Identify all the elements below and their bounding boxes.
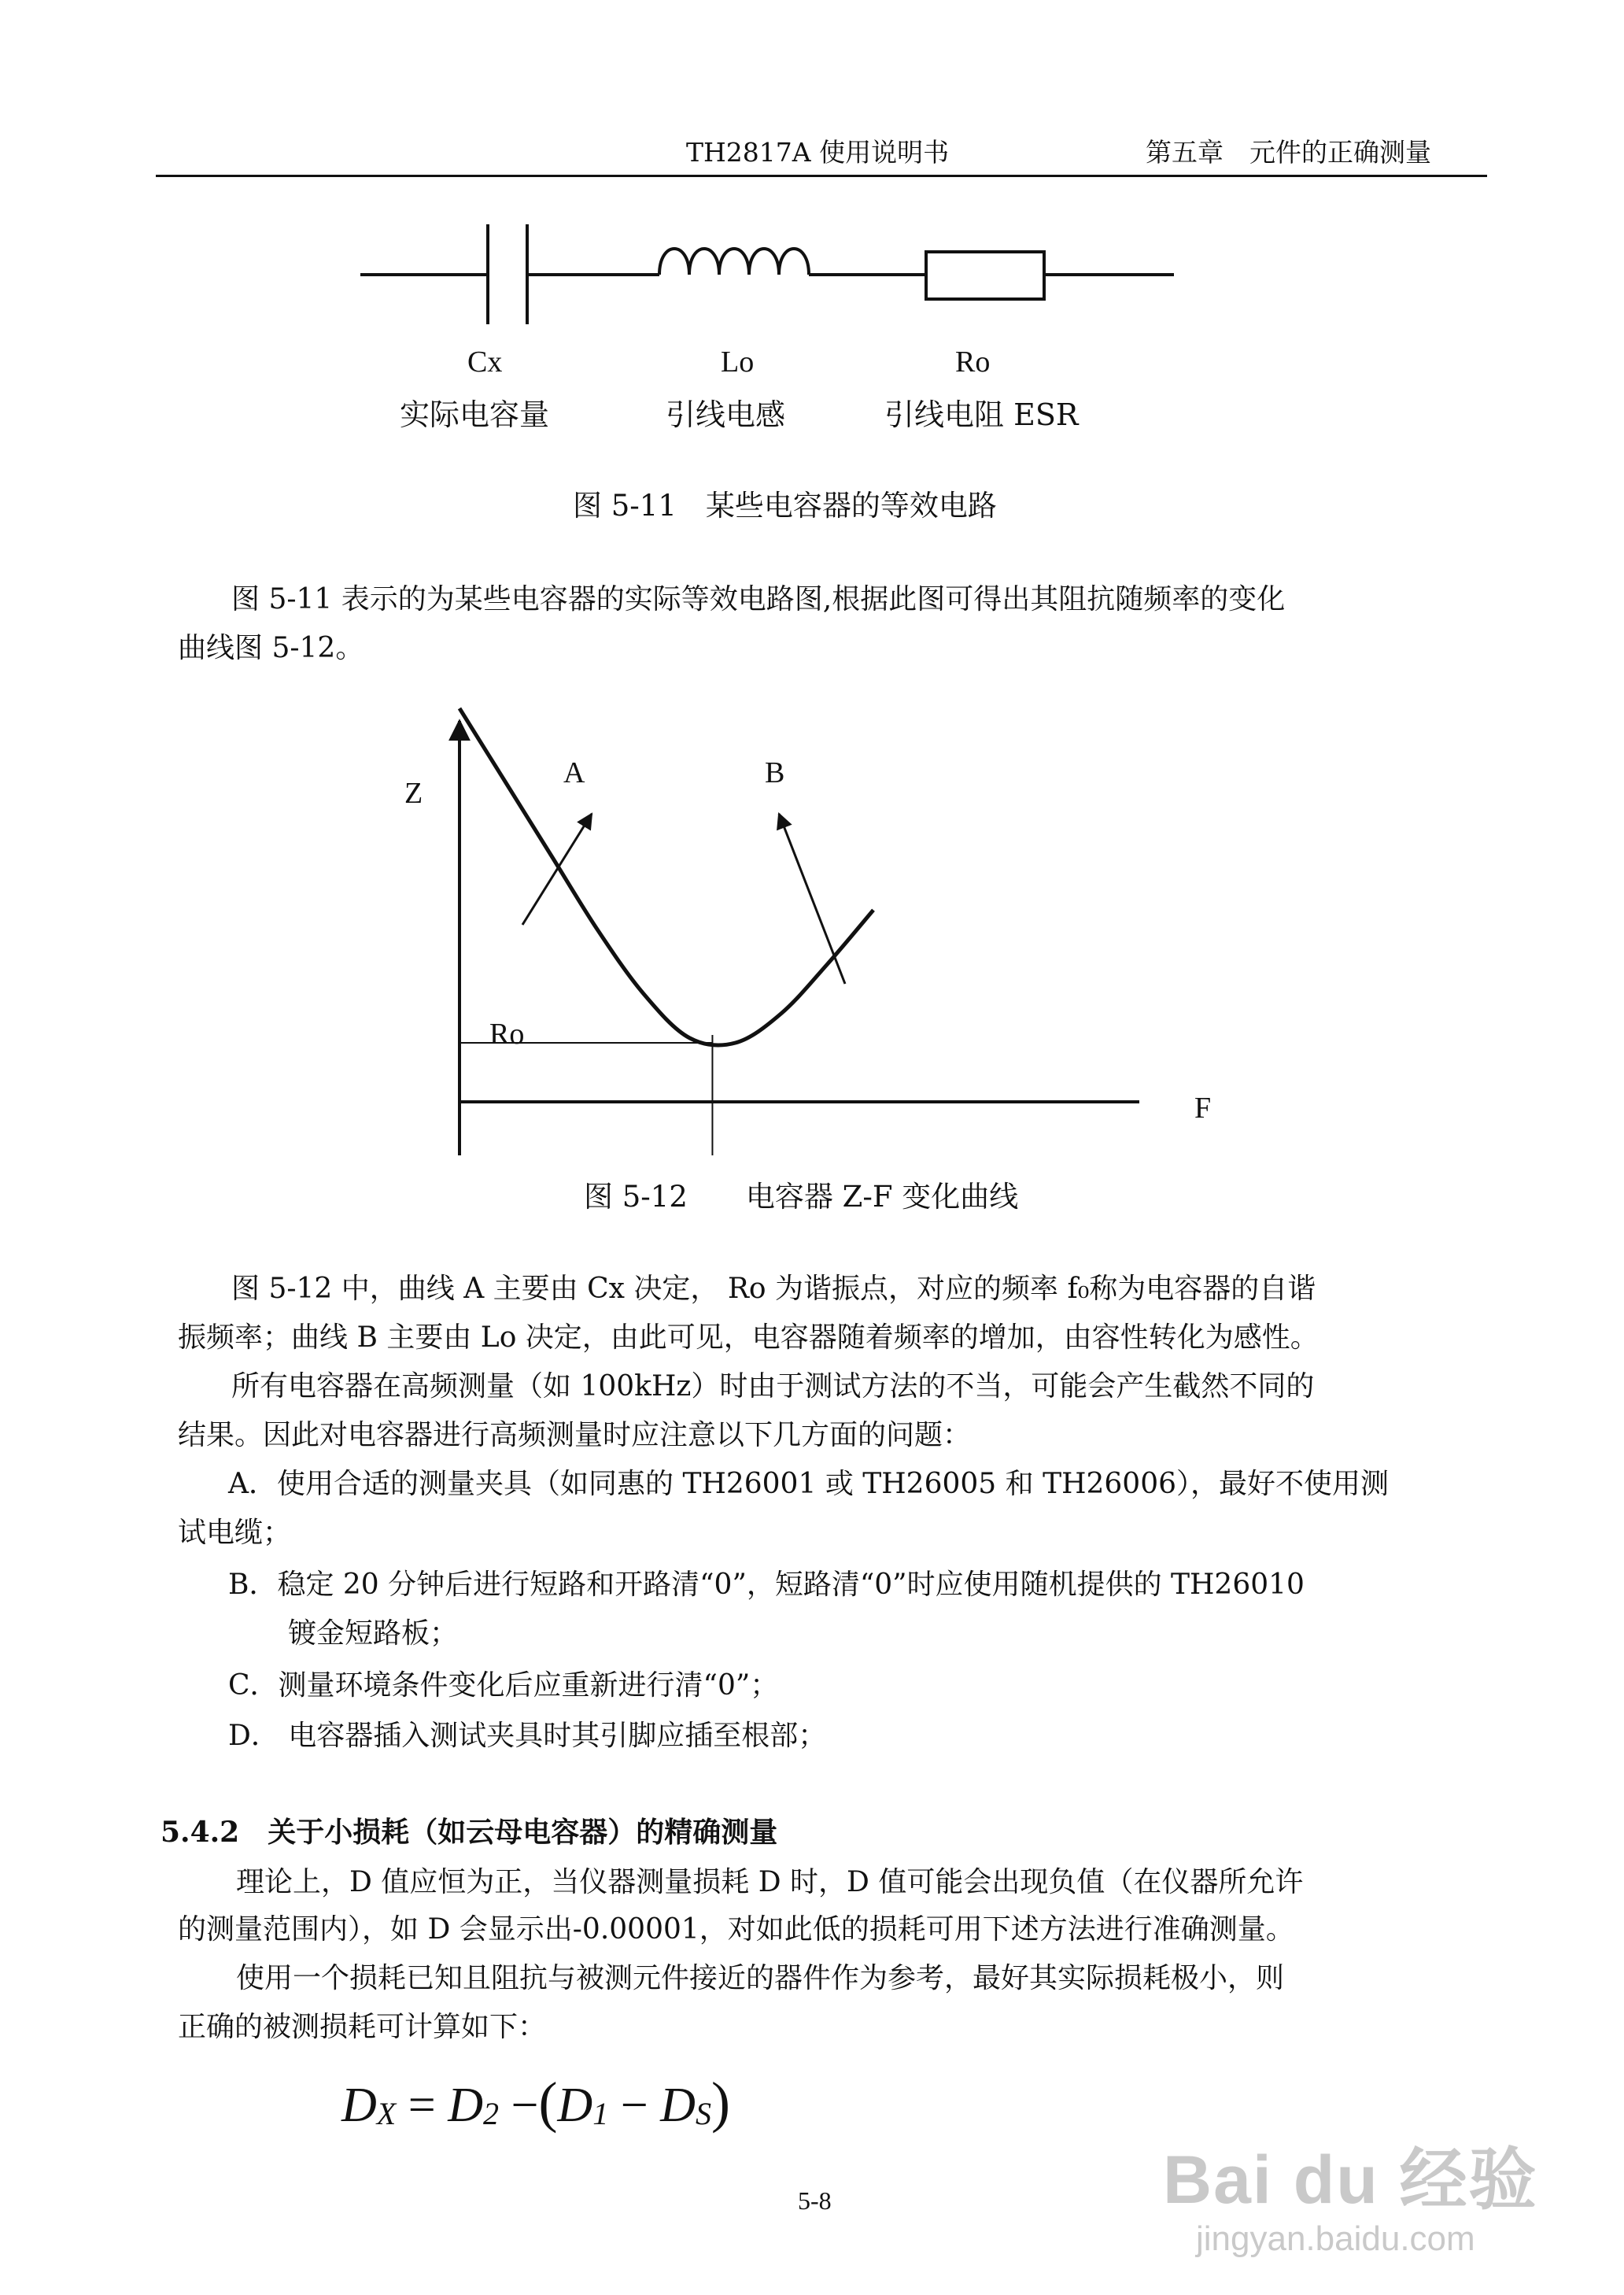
para2-line4: 结果。因此对电容器进行高频测量时应注意以下几方面的问题： (178, 1419, 972, 1451)
list-item-d: D． 电容器插入测试夹具时其引脚应插至根部； (228, 1720, 827, 1752)
formula-d1: D (557, 2079, 593, 2132)
label-cx: Cx (467, 346, 503, 379)
header-chapter-title: 第五章 元件的正确测量 (1146, 137, 1431, 168)
list-item-b-cont: 镀金短路板； (288, 1617, 459, 1650)
x-axis-label: F (1194, 1092, 1212, 1125)
y-axis-label: Z (404, 777, 423, 810)
formula-d1-sub: 1 (592, 2096, 609, 2131)
section-para-line3: 使用一个损耗已知且阻抗与被测元件接近的器件作为参考，最好其实际损耗极小，则 (236, 1962, 1285, 1994)
formula-d2-sub: 2 (482, 2096, 499, 2131)
formula-close-paren: ) (710, 2071, 730, 2134)
desc-lead-inductance: 引线电感 (666, 397, 786, 432)
formula-dx: D (341, 2079, 377, 2132)
formula-ds-sub: S (695, 2096, 711, 2131)
section-title: 5.4.2 关于小损耗（如云母电容器）的精确测量 (161, 1816, 778, 1849)
list-item-c: C．测量环境条件变化后应重新进行清“0”； (228, 1669, 779, 1702)
formula-equals: = (408, 2079, 436, 2132)
para2-line2: 振频率；曲线 B 主要由 Lo 决定，由此可见，电容器随着频率的增加，由容性转化为感性。 (178, 1321, 1319, 1354)
section-para-line4: 正确的被测损耗可计算如下： (178, 2011, 547, 2043)
formula-d2: D (448, 2079, 483, 2132)
watermark-logo: Bai du 经验 (1163, 2142, 1538, 2218)
section-para-line1: 理论上，D 值应恒为正，当仪器测量损耗 D 时，D 值可能会出现负值（在仪器所允许 (236, 1866, 1304, 1898)
watermark-url: jingyan.baidu.com (1196, 2219, 1475, 2258)
list-item-b: B．稳定 20 分钟后进行短路和开路清“0”，短路清“0”时应使用随机提供的 TH26010 (228, 1569, 1305, 1601)
zf-curve (460, 708, 873, 1045)
para1-line1: 图 5-11 表示的为某些电容器的实际等效电路图,根据此图可得出其阻抗随频率的变化 (231, 583, 1286, 615)
page-number: 5-8 (798, 2186, 832, 2215)
para1-line2: 曲线图 5-12。 (178, 632, 364, 664)
figure-5-12-caption: 图 5-12 电容器 Z-F 变化曲线 (584, 1180, 1019, 1214)
list-item-a: A．使用合适的测量夹具（如同惠的 TH26001 或 TH26005 和 TH26006），最好不使用测 (228, 1468, 1389, 1500)
desc-lead-resistance: 引线电阻 ESR (884, 397, 1079, 432)
figure-5-11-caption: 图 5-11 某些电容器的等效电路 (573, 489, 997, 523)
desc-capacitance: 实际电容量 (400, 397, 550, 432)
formula (341, 2070, 730, 2135)
arrow-b (779, 814, 845, 984)
annotation-b: B (765, 756, 785, 789)
section-para-line2: 的测量范围内），如 D 会显示出-0.00001，对如此低的损耗可用下述方法进行准确测量。 (178, 1913, 1294, 1946)
header-manual-title: TH2817A 使用说明书 (686, 137, 950, 168)
para2-line1: 图 5-12 中，曲线 A 主要由 Cx 决定， Ro 为谐振点，对应的频率 f₀称为电容器的自谐 (231, 1273, 1316, 1305)
formula-minus-2: − (620, 2079, 648, 2132)
label-ro: Ro (955, 346, 991, 379)
annotation-ro: Ro (489, 1018, 525, 1051)
label-lo: Lo (721, 346, 755, 379)
formula-open-paren: ( (538, 2071, 558, 2134)
list-item-a-cont: 试电缆； (178, 1517, 292, 1549)
formula-ds: D (660, 2079, 696, 2132)
annotation-a: A (563, 756, 585, 789)
formula-dx-sub: X (376, 2096, 397, 2131)
para2-line3: 所有电容器在高频测量（如 100kHz）时由于测试方法的不当，可能会产生截然不同的 (231, 1370, 1315, 1402)
formula-minus: − (511, 2079, 539, 2132)
